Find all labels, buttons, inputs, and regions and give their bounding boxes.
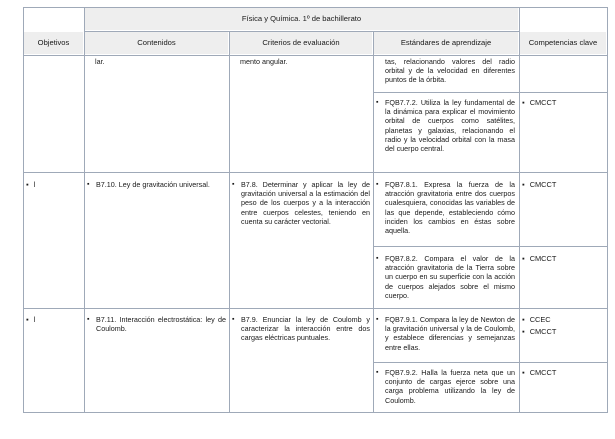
contenido-cell: [87, 180, 226, 189]
competencia-label: CMCCT: [529, 180, 557, 189]
competencia-label: CMCCT: [529, 368, 557, 377]
objetivo-label: l: [33, 315, 36, 324]
bullet-icon: ▪: [232, 316, 235, 323]
estandar-text: FQB7.9.2. Halla la fuerza neta que un conjunto de cargas ejerce sobre una carga problema utilizando la ley de Coulomb.: [385, 368, 515, 405]
grid-line: [607, 7, 608, 412]
objetivo-item: [26, 180, 35, 190]
competencia-label: CMCCT: [529, 254, 557, 263]
grid-line: [373, 31, 374, 412]
bullet-icon: ▪: [232, 181, 235, 188]
objetivo-item: [26, 315, 35, 325]
objetivo-label: l: [33, 180, 36, 189]
bullet-icon: ▪: [522, 327, 525, 336]
header-contenidos: Contenidos: [85, 32, 228, 54]
header-objetivos: Objetivos: [24, 32, 83, 54]
grid-line: [23, 308, 608, 309]
bullet-icon: ▪: [87, 181, 90, 188]
bullet-icon: ▪: [376, 369, 379, 376]
estandar-cell: [376, 315, 515, 352]
contenido-cell: [87, 315, 226, 333]
bullet-icon: ▪: [522, 254, 525, 263]
estandar-cell: tas, relacionando valores del radio orbital y de la velocidad en diferentes puntos de la órbita.: [385, 57, 515, 85]
grid-line: [373, 246, 608, 247]
grid-line: [23, 55, 608, 56]
bullet-icon: ▪: [376, 255, 379, 262]
grid-line: [229, 31, 230, 412]
competencia-item: [522, 254, 556, 264]
contenido-text: B7.11. Interacción electrostática: ley de Coulomb.: [96, 315, 226, 334]
bullet-icon: ▪: [522, 315, 525, 324]
bullet-icon: ▪: [376, 316, 379, 323]
competencia-label: CCEC: [529, 315, 551, 324]
criterio-cell: mento angular.: [240, 57, 288, 66]
bullet-icon: ▪: [376, 181, 379, 188]
estandar-text: FQB7.7.2. Utiliza la ley fundamental de la dinámica para explicar el movimiento orbital de cuerpos como satélites, planetas y galaxias, relacionando el radio y la velocidad orbital con la masa del cuerpo central.: [385, 98, 515, 154]
estandar-cell: [376, 254, 515, 300]
estandar-text: FQB7.8.1. Expresa la fuerza de la atracción gravitatoria entre dos cuerpos cualesquiera, conocidas las variables de las que depende, estableciendo cómo inciden los cambios en éstas sobre aquella.: [385, 180, 515, 236]
bullet-icon: ▪: [522, 98, 525, 107]
grid-line: [373, 362, 608, 363]
competencia-label: CMCCT: [529, 327, 557, 336]
criterio-text: B7.8. Determinar y aplicar la ley de gravitación universal a la estimación del peso de los cuerpos y a la interacción entre cuerpos celestes, teniendo en cuenta su carácter vectorial.: [241, 180, 370, 226]
header-criterios: Criterios de evaluación: [230, 32, 372, 54]
estandar-cell: [376, 98, 515, 153]
grid-line: [23, 172, 608, 173]
table-title: Física y Química. 1º de bachillerato: [241, 14, 362, 23]
grid-line: [373, 92, 608, 93]
bullet-icon: ▪: [522, 368, 525, 377]
header-estandares: Estándares de aprendizaje: [374, 32, 518, 54]
competencia-item: [522, 315, 551, 325]
competencia-item: [522, 180, 556, 190]
contenido-cell: lar.: [95, 57, 105, 66]
estandar-text: FQB7.8.2. Compara el valor de la atracción gravitatoria de la Tierra sobre un cuerpo en su superficie con la acción de cuerpos alejados sobre el mismo cuerpo.: [385, 254, 515, 300]
competencia-item: [522, 327, 556, 337]
grid-line: [519, 7, 520, 412]
header-competencias: Competencias clave: [520, 32, 606, 54]
estandar-cell: [376, 368, 515, 405]
grid-line: [84, 7, 85, 412]
bullet-icon: ▪: [522, 180, 525, 189]
competencia-label: CMCCT: [529, 98, 557, 107]
competencia-item: [522, 98, 556, 108]
estandar-text: FQB7.9.1. Compara la ley de Newton de la gravitación universal y la de Coulomb, y establece diferencias y semejanzas entre ellas.: [385, 315, 515, 352]
bullet-icon: ▪: [376, 99, 379, 106]
criterio-cell: [232, 315, 370, 343]
estandar-cell: [376, 180, 515, 235]
competencia-item: [522, 368, 556, 378]
grid-line: [84, 31, 520, 32]
criterio-cell: [232, 180, 370, 226]
bullet-icon: ▪: [87, 316, 90, 323]
contenido-text: B7.10. Ley de gravitación universal.: [96, 180, 210, 189]
criterio-text: B7.9. Enunciar la ley de Coulomb y caracterizar la interacción entre dos cargas eléctricas puntuales.: [241, 315, 370, 343]
grid-line: [23, 412, 608, 413]
grid-line: [23, 7, 608, 8]
bullet-icon: ▪: [26, 315, 29, 324]
bullet-icon: ▪: [26, 180, 29, 189]
grid-line: [23, 7, 24, 412]
